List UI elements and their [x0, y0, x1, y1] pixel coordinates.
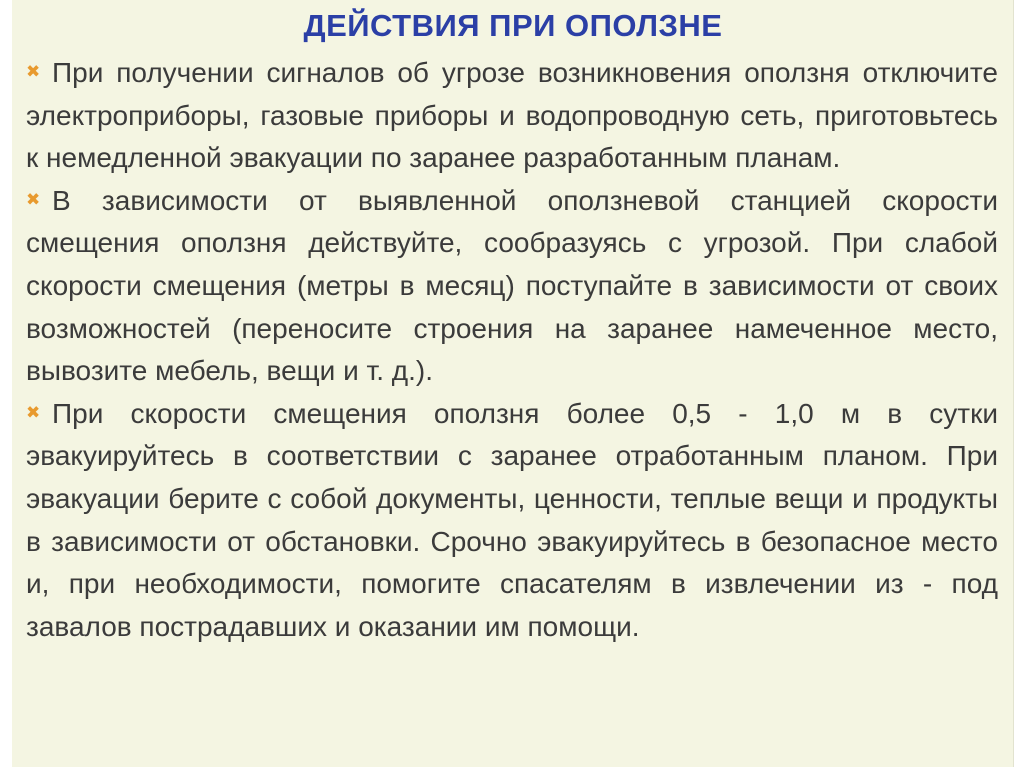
slide-title: ДЕЙСТВИЯ ПРИ ОПОЛЗНЕ [303, 8, 723, 43]
x-mark-icon: ✖ [26, 402, 41, 423]
slide [12, 0, 1014, 767]
bullet-list [26, 52, 998, 648]
list-item-text: В зависимости от выявленной оползневой станцией скорости смещения оползня действуйте, сообразуясь с угрозой. При слабой скорости смещения (метры в месяц) поступайте в зависимости от своих возможностей (переносите строения на заранее намеченное место, вывозите мебель, вещи и т. д.). [26, 184, 998, 387]
list-item [26, 52, 998, 180]
x-mark-icon: ✖ [26, 62, 41, 82]
list-item-text: При скорости смещения оползня более 0,5 - 1,0 м в сутки эвакуируйтесь в соответствии с заранее отработанным планом. При эвакуации берите с собой документы, ценности, теплые вещи и продукты в зависимости от обстановки. Срочно эвакуируйтесь в безопасное место и, при необходимости, помогите спасателям в извлечении из - под завалов пострадавших и оказании им помощи. [26, 397, 998, 642]
list-item [26, 393, 998, 649]
list-item-text: При получении сигналов об угрозе возникновения оползня отключите электроприборы, газовые приборы и водопроводную сеть, приготовьтесь к немедленной эвакуации по заранее разработанным планам. [26, 57, 998, 174]
x-mark-icon: ✖ [26, 189, 41, 210]
list-item [26, 180, 998, 393]
